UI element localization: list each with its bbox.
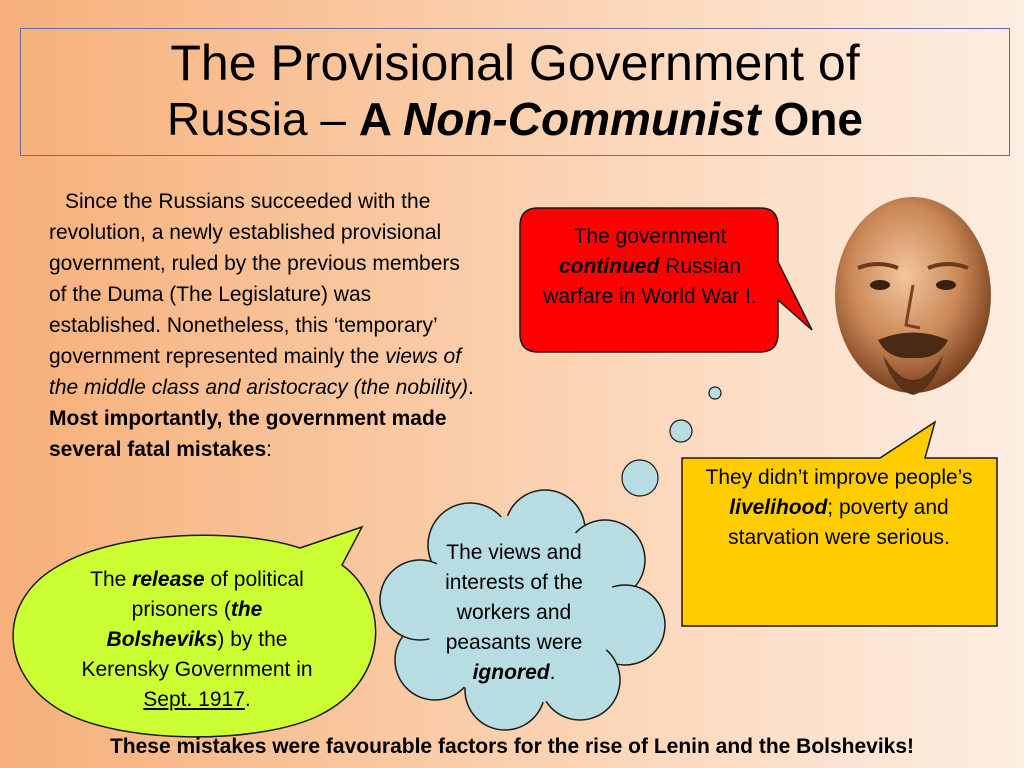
body-end: : xyxy=(266,438,272,461)
body-italic: views of the middle class and aristocracy (the nobility) xyxy=(49,345,469,399)
red-callout-pre: The government xyxy=(573,225,727,248)
thought-dot-2 xyxy=(670,420,692,442)
cloud-emph: ignored xyxy=(472,661,550,684)
green-t4: . xyxy=(244,688,251,711)
red-callout-emph: continued xyxy=(558,255,660,278)
green-emph-bolsheviks: the Bolsheviks xyxy=(106,598,263,651)
body-bold: Most importantly, the government made several fatal mistakes xyxy=(49,407,447,461)
red-callout-post: Russian warfare in World War I. xyxy=(543,255,757,308)
title-suffix: One xyxy=(760,93,864,145)
yellow-callout-post: ; poverty and starvation were serious. xyxy=(728,496,950,549)
thought-dot-3 xyxy=(622,460,658,496)
cloud-pre: The views and interests of the workers and peasants were xyxy=(445,541,583,654)
green-callout-text xyxy=(72,565,322,715)
footer-statement: These mistakes were favourable factors for the rise of Lenin and the Bolsheviks! xyxy=(109,735,915,758)
cloud-text xyxy=(428,538,600,688)
lenin-portrait xyxy=(818,190,1008,410)
red-callout-text xyxy=(530,222,770,312)
body-after-italic: . xyxy=(468,376,474,399)
title-line-1: The Provisional Government of xyxy=(170,35,860,91)
title-a: A xyxy=(358,93,404,145)
title-prefix: Russia – xyxy=(166,93,359,145)
green-t3: ) by the Kerensky Government in xyxy=(81,628,313,681)
yellow-callout-emph: livelihood xyxy=(729,496,828,519)
green-t2: of political prisoners ( xyxy=(131,568,304,621)
body-intro: Since the Russians succeeded with the revolution, a newly established provisional government, ruled by the previous members of the Duma (The Legislature) was established. Nonetheless, this ‘temporary’ government represented mainly the xyxy=(49,190,460,368)
green-date-link: Sept. 1917 xyxy=(143,688,245,711)
yellow-callout-pre: They didn’t improve people’s xyxy=(705,466,973,489)
cloud-post: . xyxy=(549,661,556,684)
title-italic: Non-Communist xyxy=(403,93,761,145)
thought-dot-1 xyxy=(709,387,721,399)
yellow-callout-text xyxy=(700,463,978,553)
green-t1: The xyxy=(90,568,133,591)
green-emph-release: release xyxy=(132,568,205,591)
